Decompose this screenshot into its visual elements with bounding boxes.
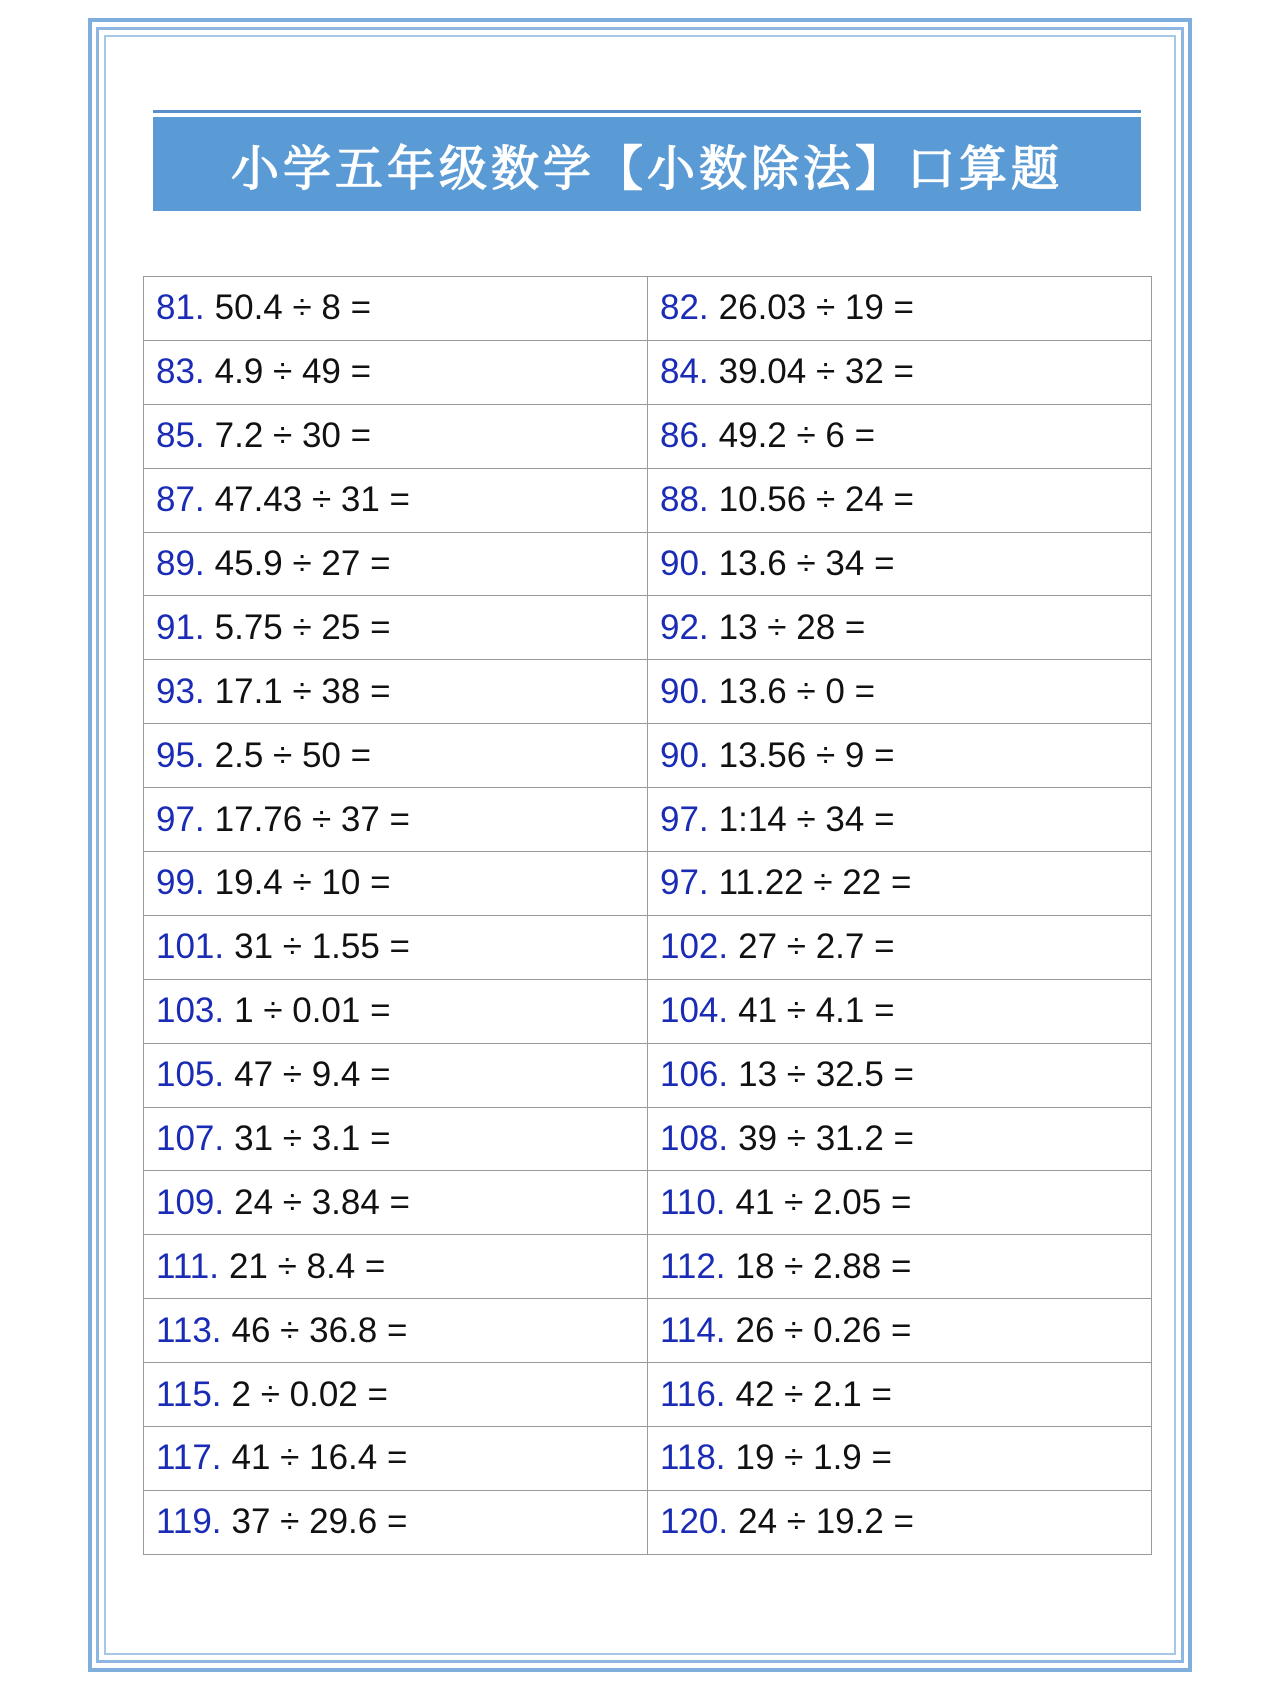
problem-expression: 41 ÷ 4.1 = [738,991,895,1031]
problem-cell [648,852,1152,916]
problem-table [143,276,1152,1555]
problem-expression: 13.6 ÷ 0 = [718,671,876,711]
problem-number: 109. [156,1182,225,1222]
problem-number: 97. [156,799,205,839]
problem-number: 116. [660,1374,726,1414]
problem-expression: 39.04 ÷ 32 = [718,352,914,392]
problem-expression: 19 ÷ 1.9 = [735,1438,892,1478]
problem-number: 119. [156,1502,222,1542]
problem-number: 120. [660,1502,729,1542]
problem-expression: 41 ÷ 2.05 = [735,1182,912,1222]
problem-cell [648,660,1152,724]
table-row [144,660,1152,724]
table-row [144,979,1152,1043]
problem-number: 99. [156,863,205,903]
problem-cell [144,404,648,468]
problem-cell [648,1235,1152,1299]
problem-expression: 37 ÷ 29.6 = [231,1502,408,1542]
problem-expression: 17.1 ÷ 38 = [214,671,391,711]
problem-cell [144,532,648,596]
table-row [144,852,1152,916]
problem-expression: 47.43 ÷ 31 = [214,480,410,520]
title-banner [153,117,1141,211]
page-title: 小学五年级数学【小数除法】口算题 [230,140,1063,197]
table-row [144,1427,1152,1491]
problem-number: 86. [660,416,709,456]
problem-cell [144,852,648,916]
problem-expression: 10.56 ÷ 24 = [718,480,914,520]
problem-number: 91. [156,607,205,647]
problem-expression: 21 ÷ 8.4 = [228,1246,386,1286]
problem-cell [648,1299,1152,1363]
table-row [144,724,1152,788]
problem-cell [144,979,648,1043]
problem-number: 108. [660,1119,729,1159]
problem-expression: 2.5 ÷ 50 = [214,735,372,775]
problem-number: 95. [156,735,205,775]
problem-number: 90. [660,671,709,711]
problem-cell [648,277,1152,341]
problem-cell [144,788,648,852]
problem-cell [648,979,1152,1043]
problem-number: 113. [156,1310,222,1350]
table-row [144,915,1152,979]
problem-expression: 49.2 ÷ 6 = [718,416,876,456]
problem-expression: 46 ÷ 36.8 = [231,1310,408,1350]
problem-number: 114. [660,1310,726,1350]
problem-cell [144,596,648,660]
table-row [144,1299,1152,1363]
problem-expression: 31 ÷ 3.1 = [234,1119,391,1159]
problem-expression: 17.76 ÷ 37 = [214,799,410,839]
problem-expression: 50.4 ÷ 8 = [214,288,372,328]
problem-number: 112. [660,1246,726,1286]
problem-cell [144,277,648,341]
table-row [144,1235,1152,1299]
problem-cell [144,915,648,979]
problem-number: 105. [156,1055,225,1095]
problem-number: 83. [156,352,205,392]
problem-cell [144,1363,648,1427]
table-row [144,532,1152,596]
problem-cell [144,1490,648,1554]
problem-expression: 18 ÷ 2.88 = [735,1246,912,1286]
problem-expression: 45.9 ÷ 27 = [214,544,391,583]
problem-number: 81. [156,288,205,328]
table-row [144,1363,1152,1427]
problem-cell [648,788,1152,852]
problem-cell [144,724,648,788]
problem-cell [648,468,1152,532]
problem-expression: 42 ÷ 2.1 = [735,1374,892,1414]
problem-expression: 13.6 ÷ 34 = [718,544,895,583]
table-row [144,277,1152,341]
problem-cell [144,1107,648,1171]
table-row [144,468,1152,532]
problem-expression: 26.03 ÷ 19 = [718,288,914,328]
problem-expression: 27 ÷ 2.7 = [738,927,895,967]
problem-expression: 1:14 ÷ 34 = [718,799,895,839]
problem-number: 87. [156,480,205,520]
problem-number: 82. [660,288,709,328]
problem-cell [144,1043,648,1107]
problem-expression: 31 ÷ 1.55 = [234,927,410,967]
table-row [144,788,1152,852]
problem-number: 89. [156,544,205,583]
problem-expression: 1 ÷ 0.01 = [234,991,391,1031]
problem-cell [144,1427,648,1491]
problem-cell [648,724,1152,788]
problem-expression: 11.22 ÷ 22 = [718,863,912,903]
problem-expression: 2 ÷ 0.02 = [231,1374,388,1414]
problem-number: 92. [660,607,709,647]
problem-cell [144,340,648,404]
problem-expression: 47 ÷ 9.4 = [234,1055,391,1095]
problem-cell [648,1107,1152,1171]
problem-cell [648,1043,1152,1107]
problem-number: 104. [660,991,729,1031]
problem-expression: 7.2 ÷ 30 = [214,416,372,456]
problem-number: 90. [660,544,709,583]
problem-number: 106. [660,1055,729,1095]
problem-number: 84. [660,352,709,392]
table-row [144,1490,1152,1554]
problem-cell [144,1235,648,1299]
problem-number: 118. [660,1438,726,1478]
problem-cell [648,340,1152,404]
problem-number: 111. [156,1246,219,1286]
problem-table-body [144,277,1152,1555]
problem-expression: 41 ÷ 16.4 = [231,1438,408,1478]
problem-cell [648,915,1152,979]
problem-number: 85. [156,416,205,456]
problem-number: 88. [660,480,709,520]
problem-expression: 13.56 ÷ 9 = [718,735,895,775]
table-row [144,340,1152,404]
problem-cell [144,1299,648,1363]
problem-number: 107. [156,1119,225,1159]
title-rule [153,110,1141,113]
problem-expression: 4.9 ÷ 49 = [214,352,372,392]
problem-number: 115. [156,1374,222,1414]
problem-expression: 19.4 ÷ 10 = [214,863,391,903]
problem-cell [144,660,648,724]
problem-expression: 24 ÷ 19.2 = [738,1502,914,1542]
problem-cell [648,596,1152,660]
problem-number: 102. [660,927,729,967]
problem-expression: 13 ÷ 28 = [718,607,866,647]
problem-cell [648,1171,1152,1235]
problem-number: 97. [660,799,709,839]
problem-cell [648,532,1152,596]
problem-number: 93. [156,671,205,711]
problem-cell [144,468,648,532]
problem-number: 117. [156,1438,222,1478]
table-row [144,1043,1152,1107]
problem-expression: 13 ÷ 32.5 = [738,1055,914,1095]
table-row [144,404,1152,468]
problem-cell [648,404,1152,468]
problem-cell [648,1363,1152,1427]
problem-expression: 26 ÷ 0.26 = [735,1310,912,1350]
problem-cell [144,1171,648,1235]
table-row [144,1107,1152,1171]
problem-expression: 5.75 ÷ 25 = [214,607,391,647]
problem-number: 103. [156,991,225,1031]
problem-number: 90. [660,735,709,775]
problem-number: 101. [156,927,225,967]
table-row [144,596,1152,660]
problem-cell [648,1490,1152,1554]
problem-expression: 39 ÷ 31.2 = [738,1119,914,1159]
problem-number: 110. [660,1182,726,1222]
problem-cell [648,1427,1152,1491]
problem-number: 97. [660,863,709,903]
table-row [144,1171,1152,1235]
problem-expression: 24 ÷ 3.84 = [234,1182,410,1222]
